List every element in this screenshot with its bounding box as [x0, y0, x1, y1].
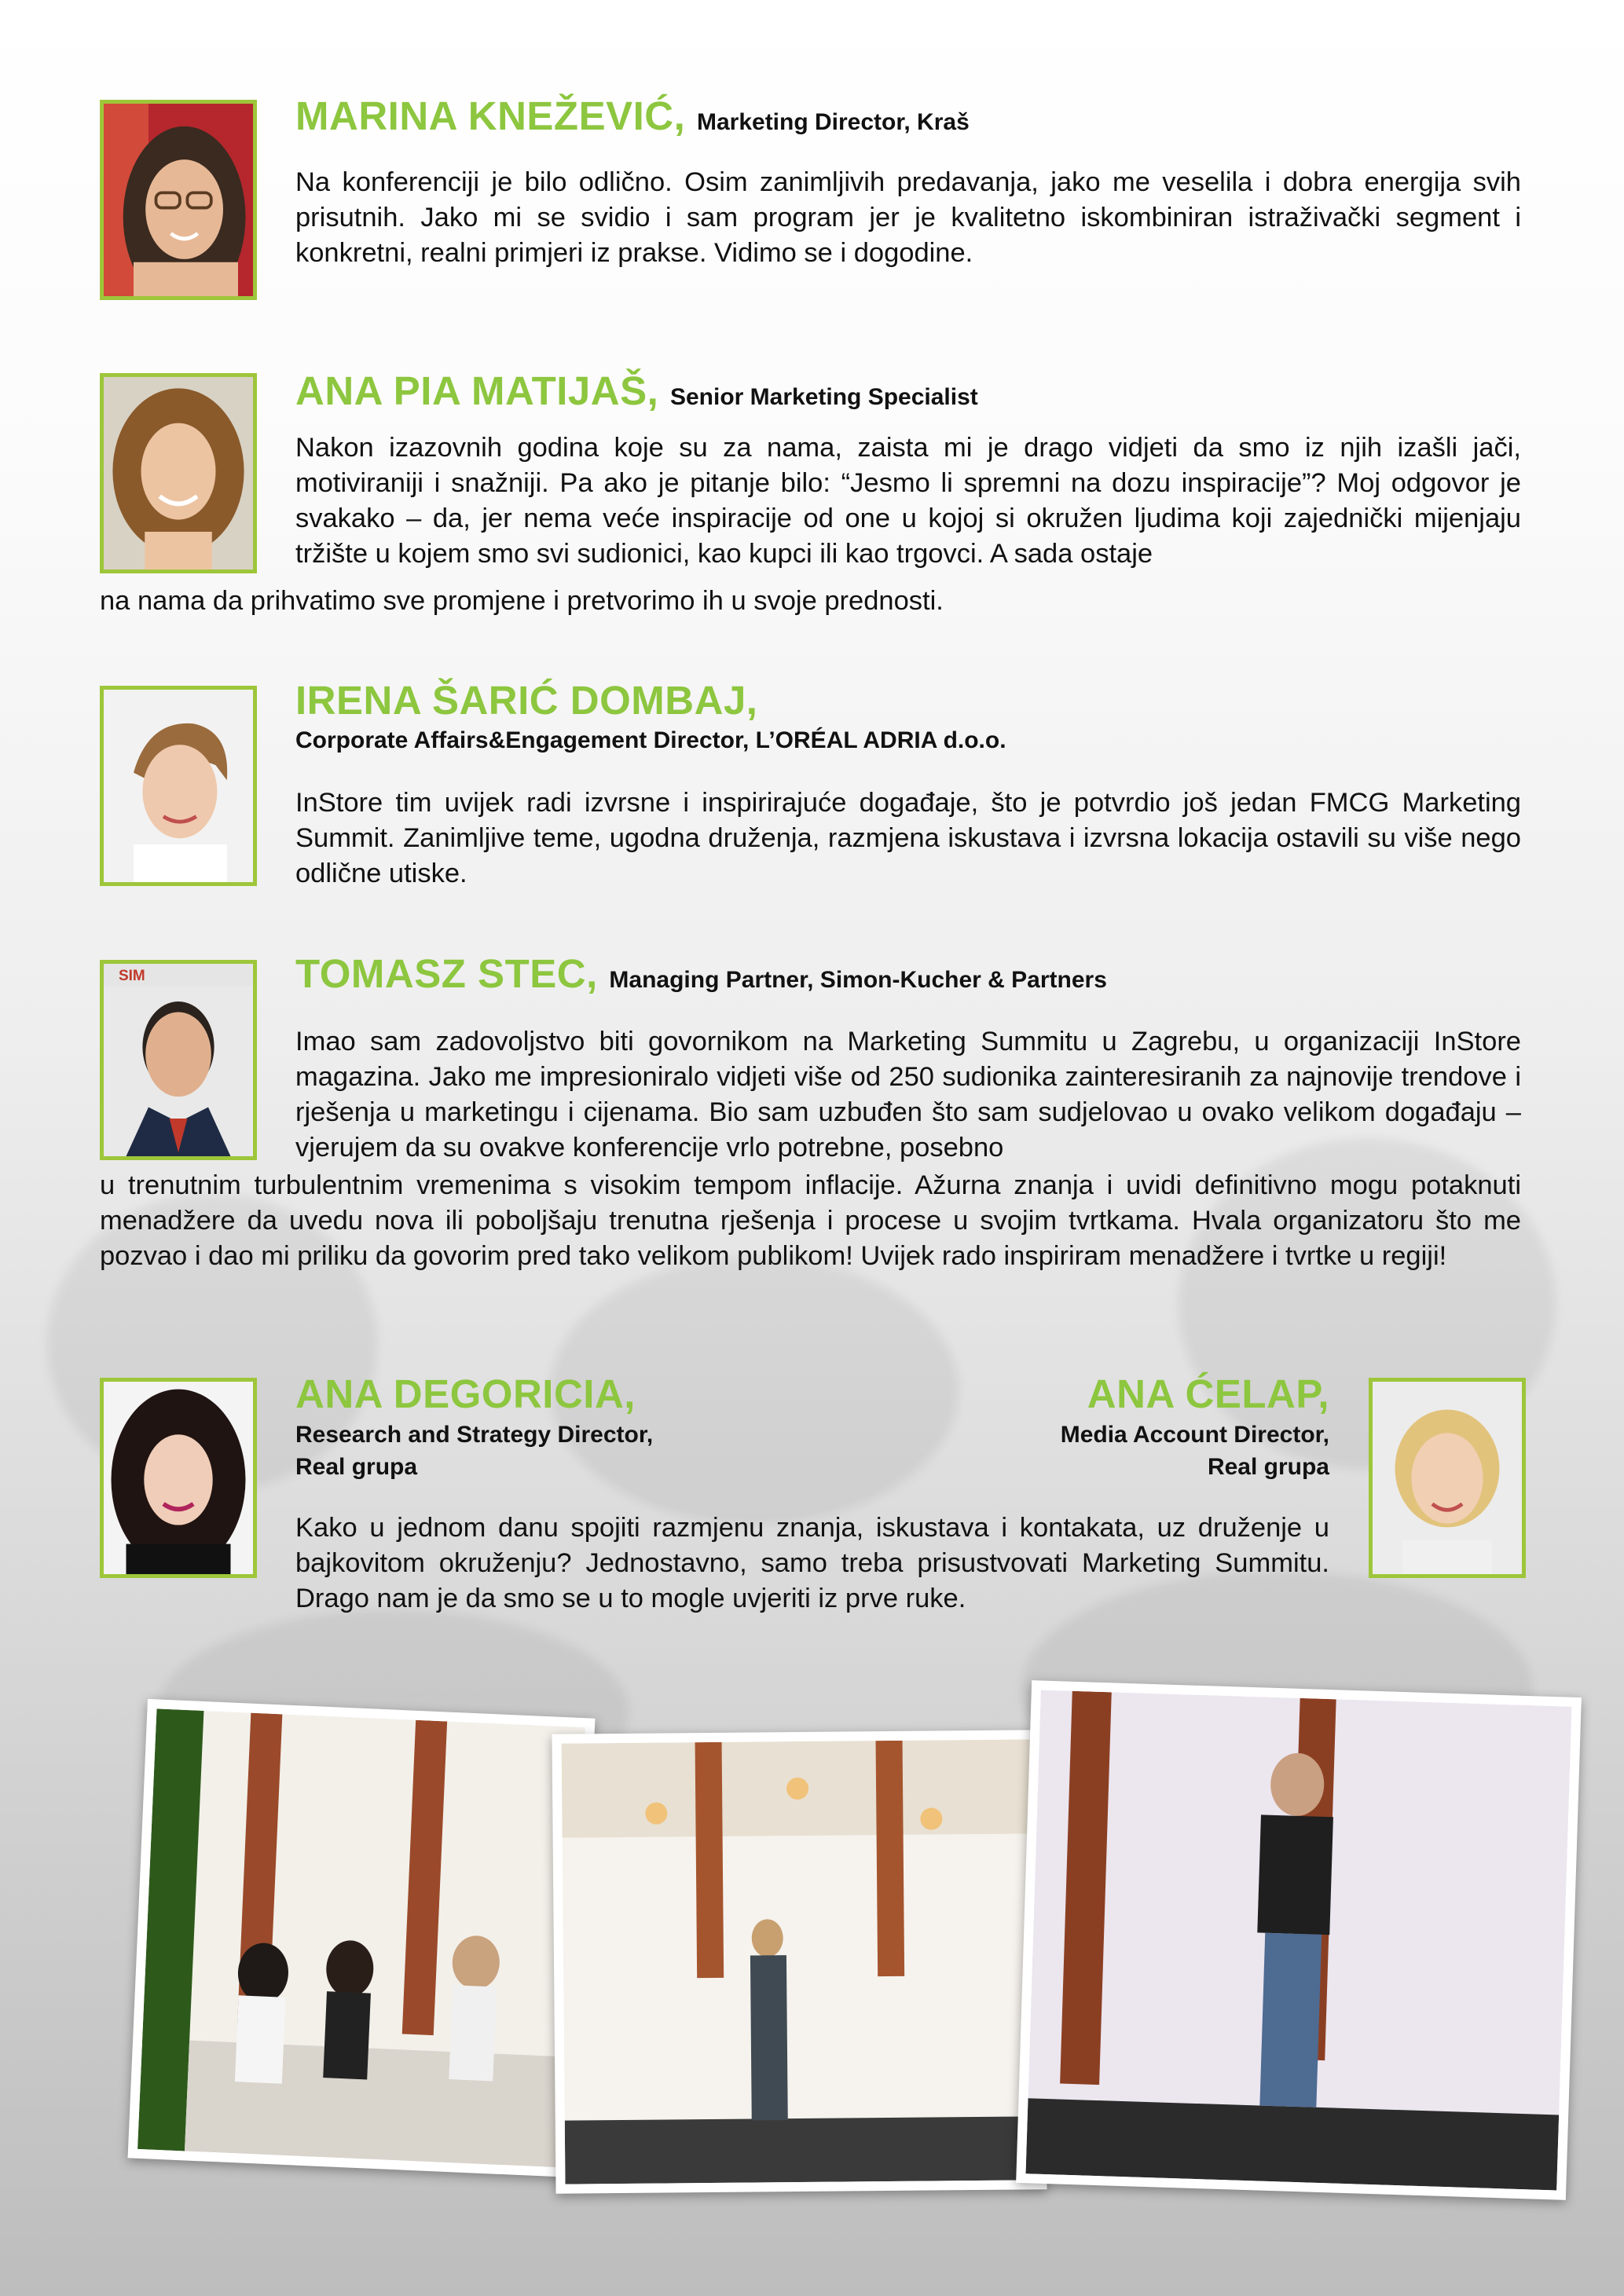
- testimonial-role: Senior Marketing Specialist: [669, 384, 978, 410]
- testimonial-name: MARINA KNEŽEVIĆ, Marketing Director, Kraš: [295, 93, 970, 138]
- testimonial-name: ANA PIA MATIJAŠ, Senior Marketing Specialist: [295, 368, 978, 413]
- portrait-marina-knezevic: [100, 100, 257, 300]
- testimonial-name: TOMASZ STEC, Managing Partner, Simon-Kucher & Partners: [295, 951, 1107, 996]
- testimonial-role: Managing Partner, Simon-Kucher & Partners: [609, 967, 1107, 993]
- event-photo-panel: [128, 1699, 596, 2177]
- portrait-ana-celap: [1369, 1378, 1526, 1578]
- portrait-irena-saric-dombaj: [100, 686, 257, 886]
- testimonial-text-full: na nama da prihvatimo sve promjene i pretvorimo ih u svoje prednosti.: [100, 586, 944, 616]
- testimonial-role-left-line1: Research and Strategy Director,: [295, 1422, 654, 1448]
- testimonial-role: Marketing Director, Kraš: [696, 109, 970, 135]
- svg-text:SIM: SIM: [119, 968, 145, 985]
- testimonial-role: Corporate Affairs&Engagement Director, L’ORÉAL ADRIA d.o.o.: [295, 727, 1006, 753]
- event-photo-speaker-woman: [552, 1730, 1047, 2193]
- portrait-ana-pia-matijas: [100, 373, 257, 573]
- testimonial-role-right-line2: Real grupa: [1207, 1454, 1329, 1480]
- shared-testimonial-text: Kako u jednom danu spojiti razmjenu znanja, iskustava i kontakata, uz druženje u bajkovitom okruženju? Jednostavno, samo treba prisustvovati Marketing Summitu. Drago nam je da smo se u to mogle uvjeriti iz prve ruke.: [295, 1513, 1329, 1613]
- testimonial-name-right: ANA ĆELAP,: [1087, 1371, 1329, 1416]
- testimonial-name: IRENA ŠARIĆ DOMBAJ,: [295, 678, 758, 723]
- testimonial-text-indented: Nakon izazovnih godina koje su za nama, zaista mi je drago vidjeti da smo iz njih izašli jači, motiviraniji i snažniji. Pa ako je pitanje bilo: “Jesmo li spremni na dozu inspiracije”? Moj odgovor je svakako – da, jer nema veće inspiracije od one u kojoj si okružen ljudima koji zajednički mijenjaju tržište u kojem smo svi sudionici, kao kupci ili kao trgovci. A sada ostaje: [295, 433, 1521, 569]
- testimonial-role-right-line1: Media Account Director,: [1060, 1422, 1329, 1448]
- portrait-tomasz-stec: [100, 960, 257, 1160]
- testimonial-name-left: ANA DEGORICIA,: [295, 1371, 636, 1416]
- testimonial-role-left-line2: Real grupa: [295, 1454, 418, 1480]
- testimonial-text: Na konferenciji je bilo odlično. Osim zanimljivih predavanja, jako me veselila i dobra energija svih prisutnih. Jako mi se svidio i sam program jer je kvalitetno iskombiniran istraživački segment i konkretni, realni primjeri iz prakse. Vidimo se i dogodine.: [295, 167, 1521, 268]
- testimonial-text: InStore tim uvijek radi izvrsne i inspirirajuće događaje, što je potvrdio još jedan FMCG Marketing Summit. Zanimljive teme, ugodna druženja, razmjena iskustava i izvrsna lokacija ostavili su više nego odlične utiske.: [295, 788, 1521, 888]
- event-photo-speaker-man: [1016, 1680, 1582, 2200]
- testimonial-text-indented: Imao sam zadovoljstvo biti govornikom na Marketing Summitu u Zagrebu, u organizaciji InStore magazina. Jako me impresioniralo vidjeti više od 250 sudionika zainteresiranih za najnovije trendove i rješenja u marketingu i cijenama. Bio sam uzbuđen što sam sudjelovao u ovako velikom događaju – vjerujem da su ovakve konferencije vrlo potrebne, posebno: [295, 1027, 1521, 1163]
- testimonial-text-full: u trenutnim turbulentnim vremenima s visokim tempom inflacije. Ažurna znanja i uvidi definitivno mogu potaknuti menadžere da uvedu nova ili poboljšaju trenutna rješenja i procese u svojim tvrtkama. Hvala organizatoru što me pozvao i dao mi priliku da govorim pred tako velikom publikom! Uvijek rado inspiriram menadžere i tvrtke u regiji!: [100, 1170, 1521, 1271]
- portrait-ana-degoricia: [100, 1378, 257, 1578]
